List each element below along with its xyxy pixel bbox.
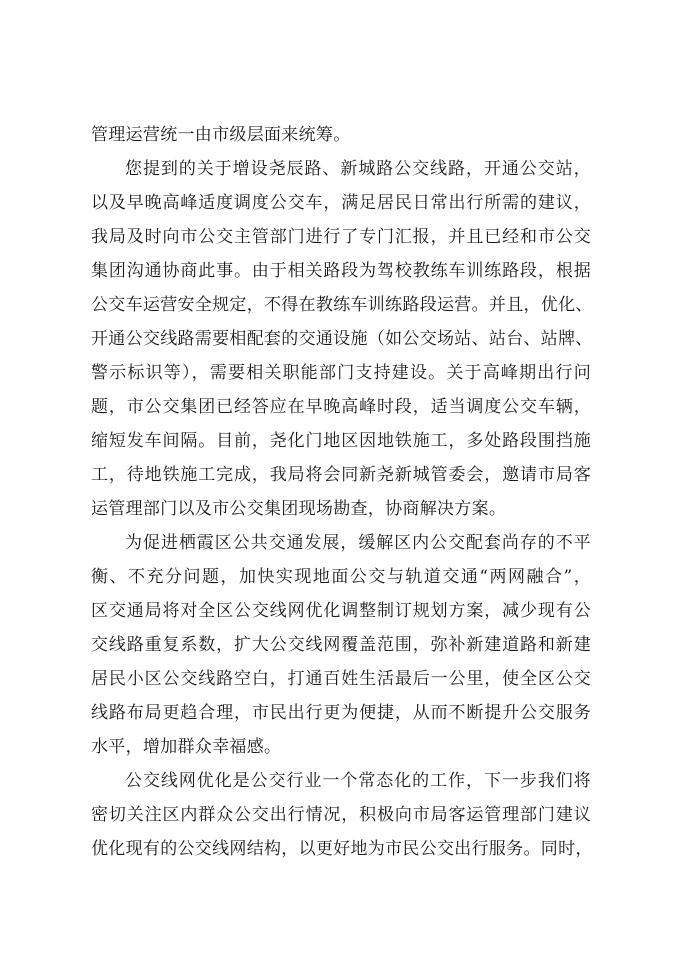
text-line: 管理运营统一由市级层面来统筹。 xyxy=(91,125,351,145)
text-line: 公交车运营安全规定，不得在教练车训练路段运营。并且，优化、 xyxy=(91,295,593,315)
text-line: 交线路重复系数，扩大公交线网覆盖范围，弥补新建道路和新建 xyxy=(91,635,591,655)
text-line: 运管理部门以及市公交集团现场勘查，协商解决方案。 xyxy=(91,499,507,519)
text-line: 优化现有的公交线网结构，以更好地为市民公交出行服务。同时， xyxy=(91,839,593,859)
text-line: 居民小区公交线路空白，打通百姓生活最后一公里，使全区公交 xyxy=(91,669,591,689)
text-line: 线路布局更趋合理，市民出行更为便捷，从而不断提升公交服务 xyxy=(91,703,591,723)
text-line: 以及早晚高峰适度调度公交车，满足居民日常出行所需的建议， xyxy=(91,193,591,213)
text-line: 衡、不充分问题，加快实现地面公交与轨道交通“两网融合”， xyxy=(91,567,591,587)
text-line: 缩短发车间隔。目前，尧化门地区因地铁施工，多处路段围挡施 xyxy=(91,431,591,451)
text-line: 集团沟通协商此事。由于相关路段为驾校教练车训练路段，根据 xyxy=(91,261,591,281)
paragraph-first-line: 公交线网优化是公交行业一个常态化的工作，下一步我们将 xyxy=(125,771,591,791)
text-line: 我局及时向市公交主管部门进行了专门汇报，并且已经和市公交 xyxy=(91,227,591,247)
text-line: 水平，增加群众幸福感。 xyxy=(91,737,282,757)
text-line: 开通公交线路需要相配套的交通设施（如公交场站、站台、站牌、 xyxy=(91,329,593,349)
text-line: 密切关注区内群众公交出行情况，积极向市局客运管理部门建议 xyxy=(91,805,591,825)
paragraph-first-line: 您提到的关于增设尧辰路、新城路公交线路，开通公交站， xyxy=(125,159,591,179)
text-line: 区交通局将对全区公交线网优化调整制订规划方案，减少现有公 xyxy=(91,601,591,621)
text-line: 工，待地铁施工完成，我局将会同新尧新城管委会，邀请市局客 xyxy=(91,465,591,485)
text-line: 题，市公交集团已经答应在早晚高峰时段，适当调度公交车辆， xyxy=(91,397,591,417)
text-line: 警示标识等），需要相关职能部门支持建设。关于高峰期出行问 xyxy=(91,363,591,383)
paragraph-first-line: 为促进栖霞区公共交通发展，缓解区内公交配套尚存的不平 xyxy=(125,533,591,553)
